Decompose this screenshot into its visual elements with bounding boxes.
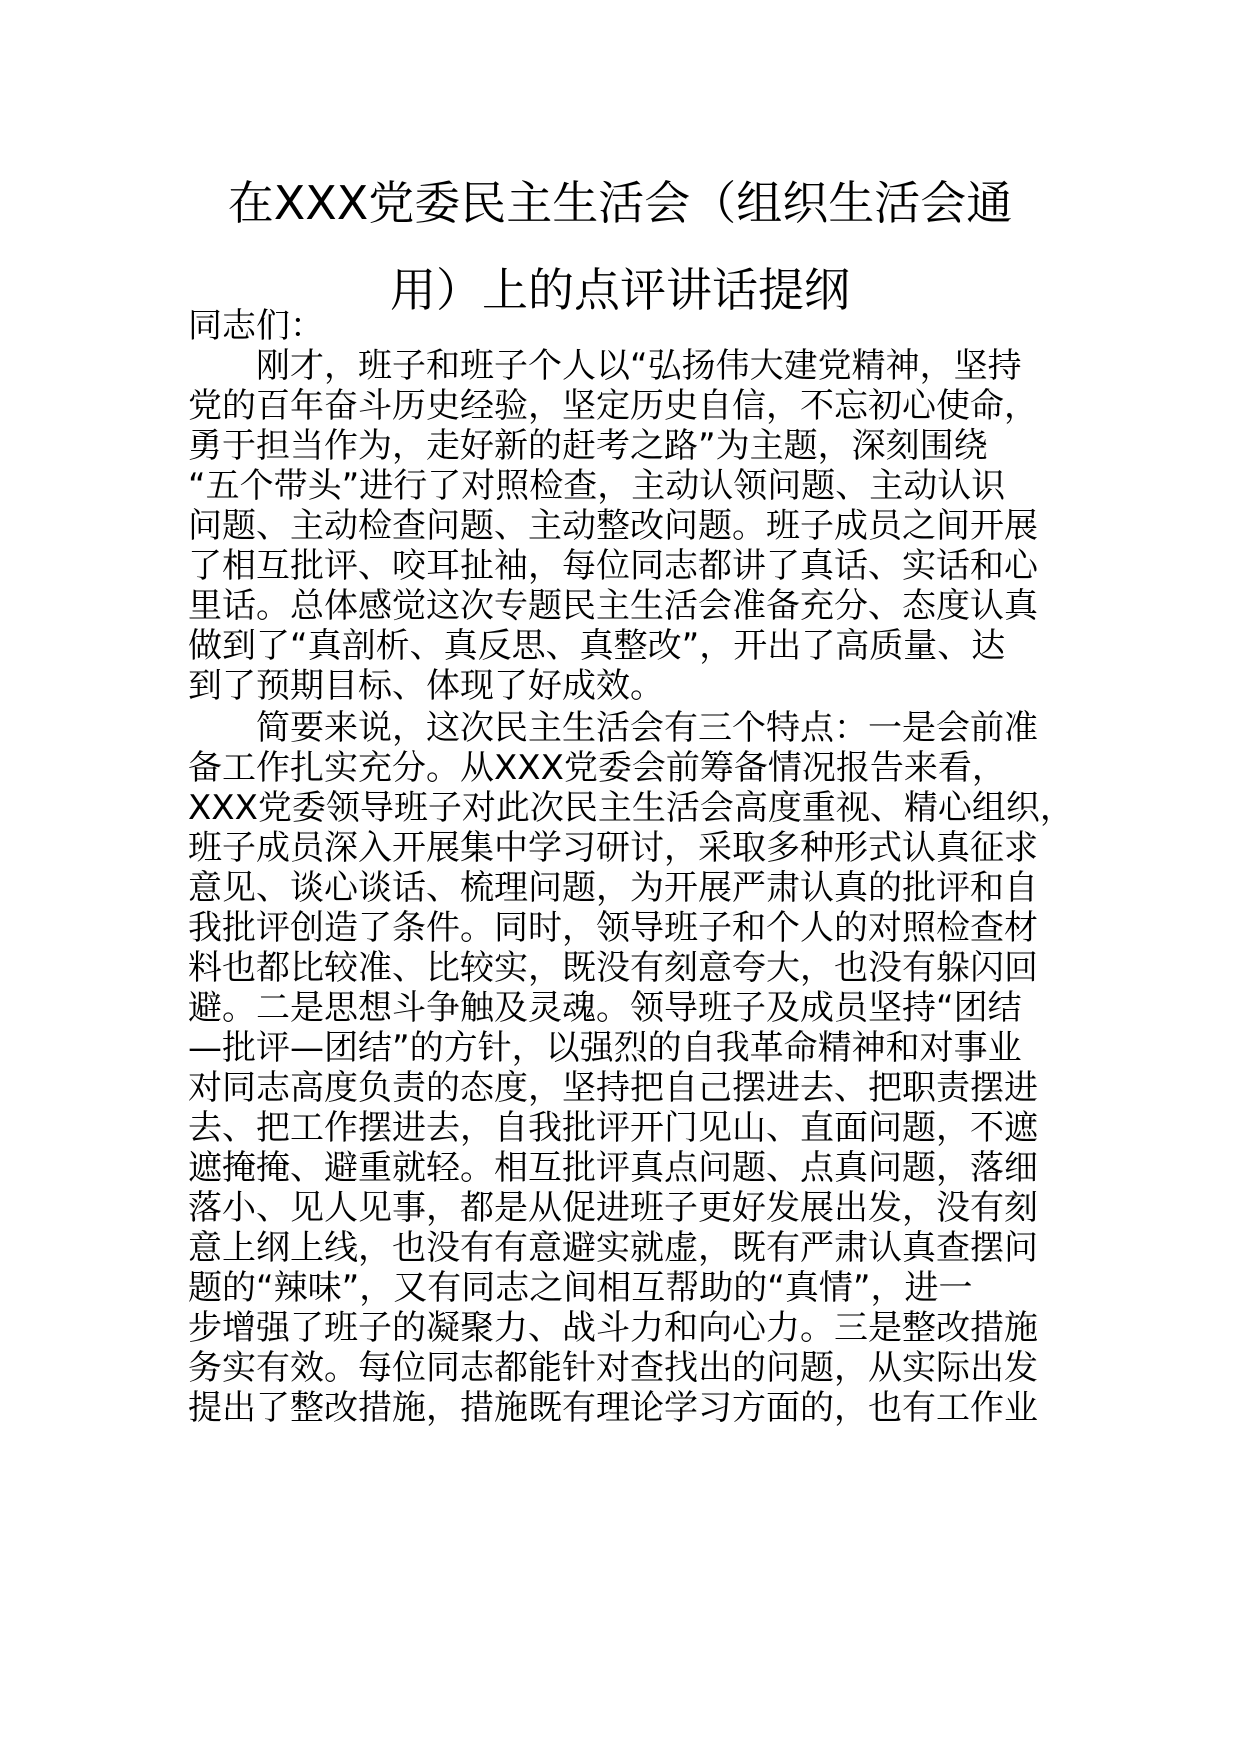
paragraph-2-line: 料也都比较准、比较实，既没有刻意夸大，也没有躲闪回 — [188, 948, 1038, 988]
paragraph-2-line: 避。二是思想斗争触及灵魂。领导班子及成员坚持“团结 — [188, 988, 1022, 1028]
paragraph-2-line: 题的“辣味”，又有同志之间相互帮助的“真情”，进一 — [188, 1268, 973, 1308]
paragraph-1-line: 了相互批评、咬耳扯袖，每位同志都讲了真话、实话和心 — [188, 546, 1038, 586]
paragraph-1-line: 刚才，班子和班子个人以“弘扬伟大建党精神，坚持 — [256, 346, 1022, 386]
paragraph-2-line: 简要来说，这次民主生活会有三个特点：一是会前准 — [256, 708, 1038, 748]
paragraph-1-line: 勇于担当作为，走好新的赶考之路”为主题，深刻围绕 — [188, 426, 988, 466]
paragraph-1-line: 到了预期目标、体现了好成效。 — [188, 666, 664, 706]
paragraph-2-line: 务实有效。每位同志都能针对查找出的问题，从实际出发 — [188, 1348, 1038, 1388]
paragraph-2-line: 落小、见人见事，都是从促进班子更好发展出发，没有刻 — [188, 1188, 1038, 1228]
paragraph-1-line: 党的百年奋斗历史经验，坚定历史自信，不忘初心使命， — [188, 386, 1038, 426]
paragraph-1-line: “五个带头”进行了对照检查，主动认领问题、主动认识 — [188, 466, 1006, 506]
paragraph-2-line: 意上纲上线，也没有有意避实就虚，既有严肃认真查摆问 — [188, 1228, 1038, 1268]
paragraph-1-line: 问题、主动检查问题、主动整改问题。班子成员之间开展 — [188, 506, 1038, 546]
paragraph-2-line: 步增强了班子的凝聚力、战斗力和向心力。三是整改措施 — [188, 1308, 1038, 1348]
paragraph-2-line: 班子成员深入开展集中学习研讨，采取多种形式认真征求 — [188, 828, 1038, 868]
paragraph-2-line: 去、把工作摆进去，自我批评开门见山、直面问题，不遮 — [188, 1108, 1038, 1148]
paragraph-2-line: 提出了整改措施，措施既有理论学习方面的，也有工作业 — [188, 1388, 1038, 1428]
document-title-line-2: 用）上的点评讲话提纲 — [390, 263, 850, 317]
paragraph-2-line: XXX党委领导班子对此次民主生活会高度重视、精心组织， — [188, 788, 1074, 828]
paragraph-2-line: 意见、谈心谈话、梳理问题，为开展严肃认真的批评和自 — [188, 868, 1038, 908]
paragraph-2-line: —批评—团结”的方针，以强烈的自我革命精神和对事业 — [188, 1028, 1022, 1068]
paragraph-2-line: 备工作扎实充分。从XXX党委会前筹备情况报告来看， — [188, 748, 1006, 788]
paragraph-2-line: 对同志高度负责的态度，坚持把自己摆进去、把职责摆进 — [188, 1068, 1038, 1108]
paragraph-2-line: 我批评创造了条件。同时，领导班子和个人的对照检查材 — [188, 908, 1038, 948]
paragraph-1-line: 做到了“真剖析、真反思、真整改”，开出了高质量、达 — [188, 626, 1006, 666]
document-title-line-1: 在XXX党委民主生活会（组织生活会通 — [227, 176, 1013, 230]
paragraph-1-line: 里话。总体感觉这次专题民主生活会准备充分、态度认真 — [188, 586, 1038, 626]
paragraph-2-line: 遮掩掩、避重就轻。相互批评真点问题、点真问题，落细 — [188, 1148, 1038, 1188]
salutation: 同志们： — [188, 306, 324, 346]
